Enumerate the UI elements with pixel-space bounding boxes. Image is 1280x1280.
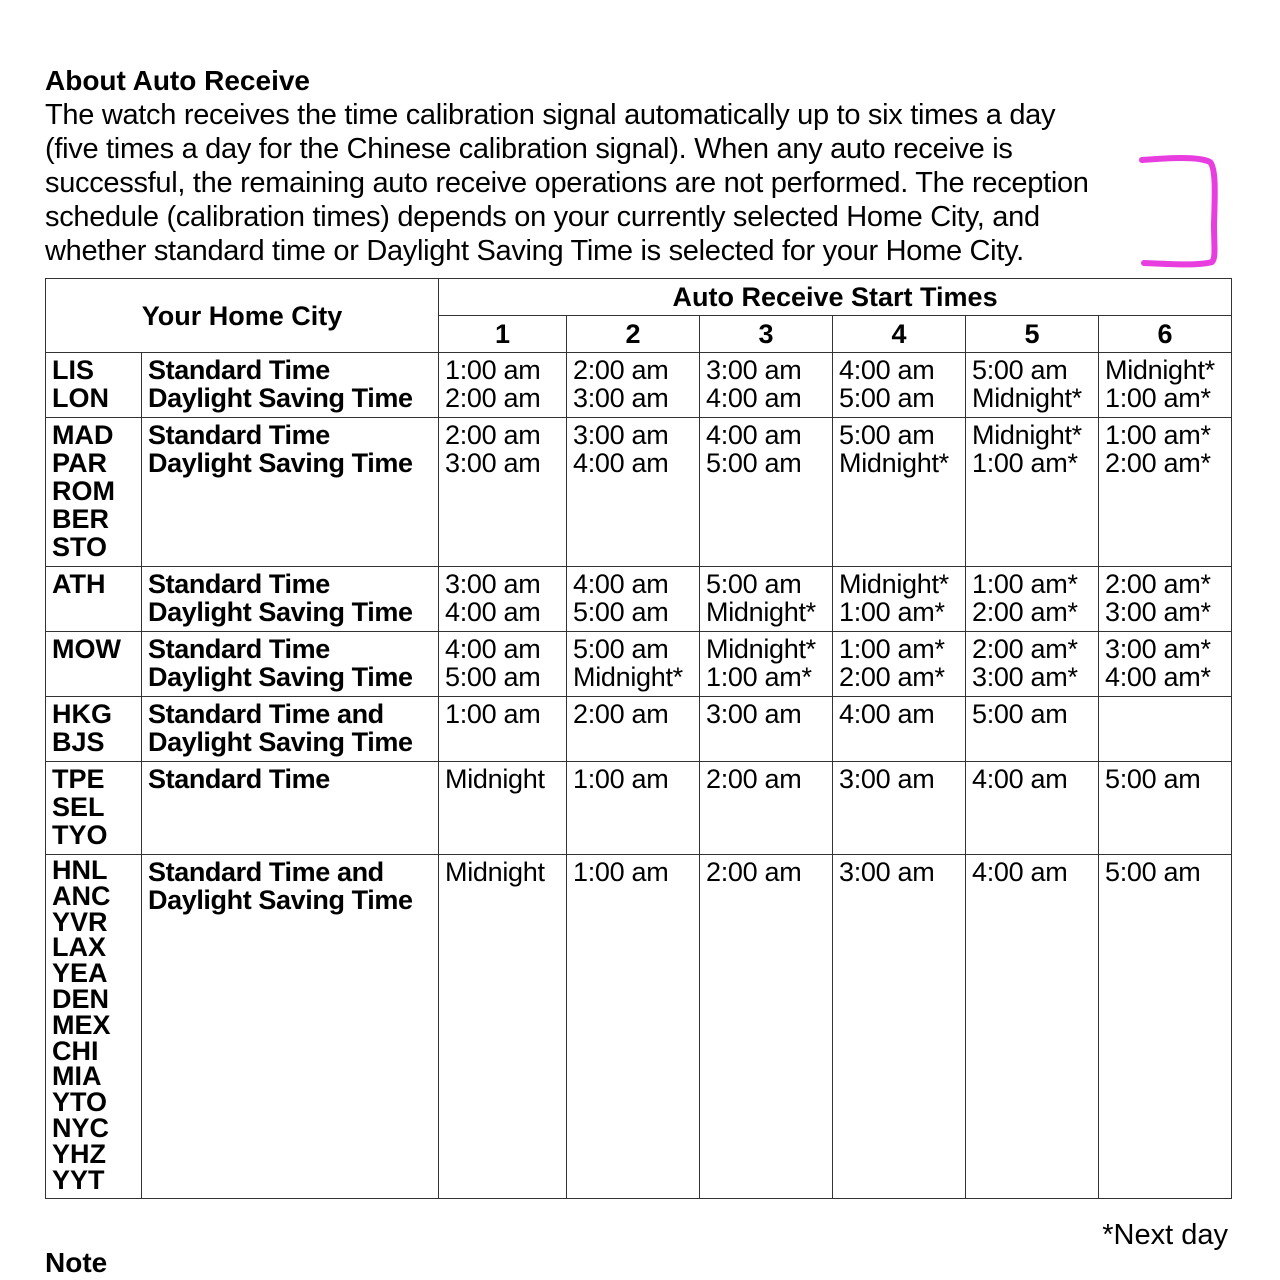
start-time-value: 3:00 am — [573, 420, 669, 450]
paragraph-line: schedule (calibration times) depends on your currently selected Home City, and — [45, 201, 1040, 233]
schedule-table — [45, 278, 1232, 1199]
time-mode-label: Standard Time — [148, 764, 330, 794]
city-code: SEL — [52, 792, 105, 822]
start-time-cell — [1099, 353, 1232, 418]
start-time-cell — [700, 762, 833, 855]
start-time-cell — [1099, 762, 1232, 855]
start-time-value: 1:00 am* — [1105, 383, 1211, 413]
start-time-cell — [439, 353, 567, 418]
footnote-next-day: *Next day — [1102, 1219, 1228, 1251]
start-time-value: 2:00 am — [445, 420, 541, 450]
city-code: MOW — [52, 634, 121, 664]
document-body — [45, 64, 1235, 268]
start-time-value: 5:00 am — [839, 420, 935, 450]
start-time-cell — [700, 632, 833, 697]
start-time-cell — [439, 567, 567, 632]
time-mode-label: Standard Time — [148, 569, 330, 599]
city-codes-cell — [46, 353, 142, 418]
start-time-cell — [833, 697, 966, 762]
time-mode-cell — [142, 418, 439, 567]
start-time-cell — [439, 632, 567, 697]
start-time-value: 5:00 am — [972, 699, 1068, 729]
city-code: YTO — [52, 1087, 108, 1118]
city-codes-cell — [46, 762, 142, 855]
start-time-cell — [700, 697, 833, 762]
city-codes-cell — [46, 567, 142, 632]
city-codes-cell — [46, 855, 142, 1199]
start-time-value: 5:00 am — [445, 662, 541, 692]
table-row — [46, 632, 1232, 697]
start-time-value: 2:00 am — [573, 355, 669, 385]
start-time-cell — [567, 762, 700, 855]
city-code: PAR — [52, 448, 108, 478]
time-mode-label: Standard Time — [148, 420, 330, 450]
start-time-cell — [966, 567, 1099, 632]
start-time-value: 4:00 am — [839, 355, 935, 385]
paragraph-line: successful, the remaining auto receive operations are not performed. The reception — [45, 167, 1089, 199]
start-time-value: 1:00 am — [445, 355, 541, 385]
start-time-value: 2:00 am* — [972, 634, 1078, 664]
city-code: YEA — [52, 958, 108, 989]
start-time-value: 3:00 am — [445, 569, 541, 599]
column-header-6: 6 — [1099, 316, 1232, 353]
city-code: BJS — [52, 727, 105, 757]
start-time-value: 1:00 am* — [1105, 420, 1211, 450]
city-code: DEN — [52, 983, 110, 1014]
start-time-value: 4:00 am — [573, 569, 669, 599]
city-code: LIS — [52, 355, 95, 385]
column-header-5: 5 — [966, 316, 1099, 353]
start-time-cell — [1099, 418, 1232, 567]
start-time-cell — [439, 418, 567, 567]
start-time-cell — [966, 697, 1099, 762]
start-time-value: 1:00 am — [445, 699, 541, 729]
start-time-cell — [700, 353, 833, 418]
start-time-value: 1:00 am* — [972, 569, 1078, 599]
start-time-cell — [439, 697, 567, 762]
start-time-value: 3:00 am — [573, 383, 669, 413]
start-time-value: 4:00 am — [972, 764, 1068, 794]
start-time-value: 5:00 am — [972, 355, 1068, 385]
city-code: YYT — [52, 1164, 105, 1195]
start-time-cell — [1099, 567, 1232, 632]
start-time-value: 3:00 am — [839, 857, 935, 887]
city-code: HKG — [52, 699, 112, 729]
start-time-value: 2:00 am* — [1105, 569, 1211, 599]
time-mode-label: Standard Time and — [148, 857, 384, 887]
city-code: YVR — [52, 906, 108, 937]
time-mode-label: Daylight Saving Time — [148, 885, 413, 915]
time-mode-label: Daylight Saving Time — [148, 383, 413, 413]
start-time-cell — [439, 762, 567, 855]
city-code: MEX — [52, 1009, 111, 1040]
start-time-value: 1:00 am* — [839, 597, 945, 627]
start-time-cell — [567, 632, 700, 697]
city-code: MAD — [52, 420, 114, 450]
note-heading-partial: Note — [45, 1247, 108, 1278]
start-time-value: 1:00 am — [573, 764, 669, 794]
start-time-cell — [833, 855, 966, 1199]
start-time-value: 5:00 am — [706, 569, 802, 599]
city-codes-cell — [46, 697, 142, 762]
start-time-cell — [833, 353, 966, 418]
start-time-cell — [1099, 855, 1232, 1199]
city-codes-cell — [46, 632, 142, 697]
start-time-value: 4:00 am — [972, 857, 1068, 887]
start-time-value: 1:00 am* — [839, 634, 945, 664]
time-mode-cell — [142, 567, 439, 632]
start-time-value: Midnight* — [573, 662, 683, 692]
time-mode-label: Daylight Saving Time — [148, 727, 413, 757]
start-time-cell — [833, 567, 966, 632]
start-time-cell — [567, 353, 700, 418]
column-header-1: 1 — [439, 316, 567, 353]
start-time-value: Midnight* — [972, 383, 1082, 413]
start-time-value: 5:00 am — [573, 634, 669, 664]
intro-paragraph — [45, 98, 1235, 268]
table-row — [46, 855, 1232, 1199]
start-time-value: 2:00 am — [573, 699, 669, 729]
start-time-value: 4:00 am* — [1105, 662, 1211, 692]
start-time-cell — [1099, 632, 1232, 697]
start-time-cell — [833, 418, 966, 567]
start-time-cell — [966, 762, 1099, 855]
start-time-value: Midnight* — [839, 448, 949, 478]
highlight-bracket-annotation — [1138, 154, 1218, 268]
start-time-cell — [567, 697, 700, 762]
time-mode-cell — [142, 762, 439, 855]
start-time-value: 3:00 am* — [972, 662, 1078, 692]
paragraph-line: (five times a day for the Chinese calibration signal). When any auto receive is — [45, 133, 1013, 165]
start-time-value: 4:00 am — [839, 699, 935, 729]
start-time-value: 5:00 am — [573, 597, 669, 627]
start-time-value: 3:00 am — [706, 699, 802, 729]
time-mode-label: Standard Time and — [148, 699, 384, 729]
column-header-4: 4 — [833, 316, 966, 353]
start-time-cell — [833, 762, 966, 855]
start-time-value: Midnight* — [706, 634, 816, 664]
time-mode-label: Daylight Saving Time — [148, 448, 413, 478]
start-time-value: Midnight* — [972, 420, 1082, 450]
city-code: MIA — [52, 1061, 102, 1092]
start-time-value: Midnight — [445, 764, 545, 794]
start-time-value: 4:00 am — [573, 448, 669, 478]
city-code: TYO — [52, 820, 108, 850]
start-time-cell — [833, 632, 966, 697]
time-mode-label: Daylight Saving Time — [148, 597, 413, 627]
start-time-value: Midnight* — [706, 597, 816, 627]
start-time-value: 4:00 am — [445, 597, 541, 627]
time-mode-label: Standard Time — [148, 355, 330, 385]
start-time-cell — [700, 418, 833, 567]
start-time-value: 3:00 am — [706, 355, 802, 385]
time-mode-cell — [142, 353, 439, 418]
city-code: CHI — [52, 1035, 99, 1066]
start-time-value: 3:00 am — [445, 448, 541, 478]
start-time-cell — [567, 418, 700, 567]
city-code: LON — [52, 383, 109, 413]
city-code: ANC — [52, 880, 111, 911]
city-code: BER — [52, 504, 110, 534]
start-time-cell — [966, 855, 1099, 1199]
home-city-header: Your Home City — [46, 279, 439, 353]
column-header-3: 3 — [700, 316, 833, 353]
city-code: YHZ — [52, 1138, 106, 1169]
start-time-cell — [439, 855, 567, 1199]
city-code: STO — [52, 532, 108, 562]
paragraph-line: The watch receives the time calibration signal automatically up to six times a day — [45, 99, 1056, 131]
table-row — [46, 418, 1232, 567]
start-time-value: 3:00 am* — [1105, 597, 1211, 627]
time-mode-label: Daylight Saving Time — [148, 662, 413, 692]
start-time-value: 5:00 am — [1105, 857, 1201, 887]
city-code: ROM — [52, 476, 115, 506]
start-time-value: 5:00 am — [839, 383, 935, 413]
start-time-value: 2:00 am* — [972, 597, 1078, 627]
table-row — [46, 697, 1232, 762]
start-time-cell — [567, 855, 700, 1199]
section-heading: About Auto Receive — [45, 65, 310, 96]
city-code: LAX — [52, 932, 106, 963]
start-time-value: Midnight* — [1105, 355, 1215, 385]
start-time-cell — [966, 632, 1099, 697]
time-mode-label: Standard Time — [148, 634, 330, 664]
table-row — [46, 353, 1232, 418]
start-time-value: 3:00 am* — [1105, 634, 1211, 664]
table-row — [46, 762, 1232, 855]
start-time-value: 5:00 am — [706, 448, 802, 478]
time-mode-cell — [142, 632, 439, 697]
start-time-value: 1:00 am* — [972, 448, 1078, 478]
start-time-cell — [966, 353, 1099, 418]
paragraph-line: whether standard time or Daylight Saving Time is selected for your Home City. — [45, 235, 1024, 267]
start-time-value: 2:00 am — [445, 383, 541, 413]
time-mode-cell — [142, 855, 439, 1199]
start-time-cell — [700, 855, 833, 1199]
start-time-value: 2:00 am* — [839, 662, 945, 692]
time-mode-cell — [142, 697, 439, 762]
start-time-value: 1:00 am* — [706, 662, 812, 692]
table-row — [46, 567, 1232, 632]
start-time-cell — [567, 567, 700, 632]
column-header-2: 2 — [567, 316, 700, 353]
start-time-cell — [1099, 697, 1232, 762]
start-time-value: 1:00 am — [573, 857, 669, 887]
start-time-cell — [700, 567, 833, 632]
start-time-value: 3:00 am — [839, 764, 935, 794]
start-times-header: Auto Receive Start Times — [439, 279, 1232, 316]
start-time-value: Midnight — [445, 857, 545, 887]
city-code: NYC — [52, 1112, 110, 1143]
start-time-cell — [966, 418, 1099, 567]
start-time-value: 4:00 am — [445, 634, 541, 664]
start-time-value: 4:00 am — [706, 383, 802, 413]
start-time-value: 2:00 am — [706, 857, 802, 887]
city-code: HNL — [52, 855, 108, 885]
start-time-value: 5:00 am — [1105, 764, 1201, 794]
start-time-value: 2:00 am* — [1105, 448, 1211, 478]
start-time-value: 4:00 am — [706, 420, 802, 450]
city-code: TPE — [52, 764, 105, 794]
start-time-value: Midnight* — [839, 569, 949, 599]
start-time-value: 2:00 am — [706, 764, 802, 794]
city-code: ATH — [52, 569, 106, 599]
city-codes-cell — [46, 418, 142, 567]
